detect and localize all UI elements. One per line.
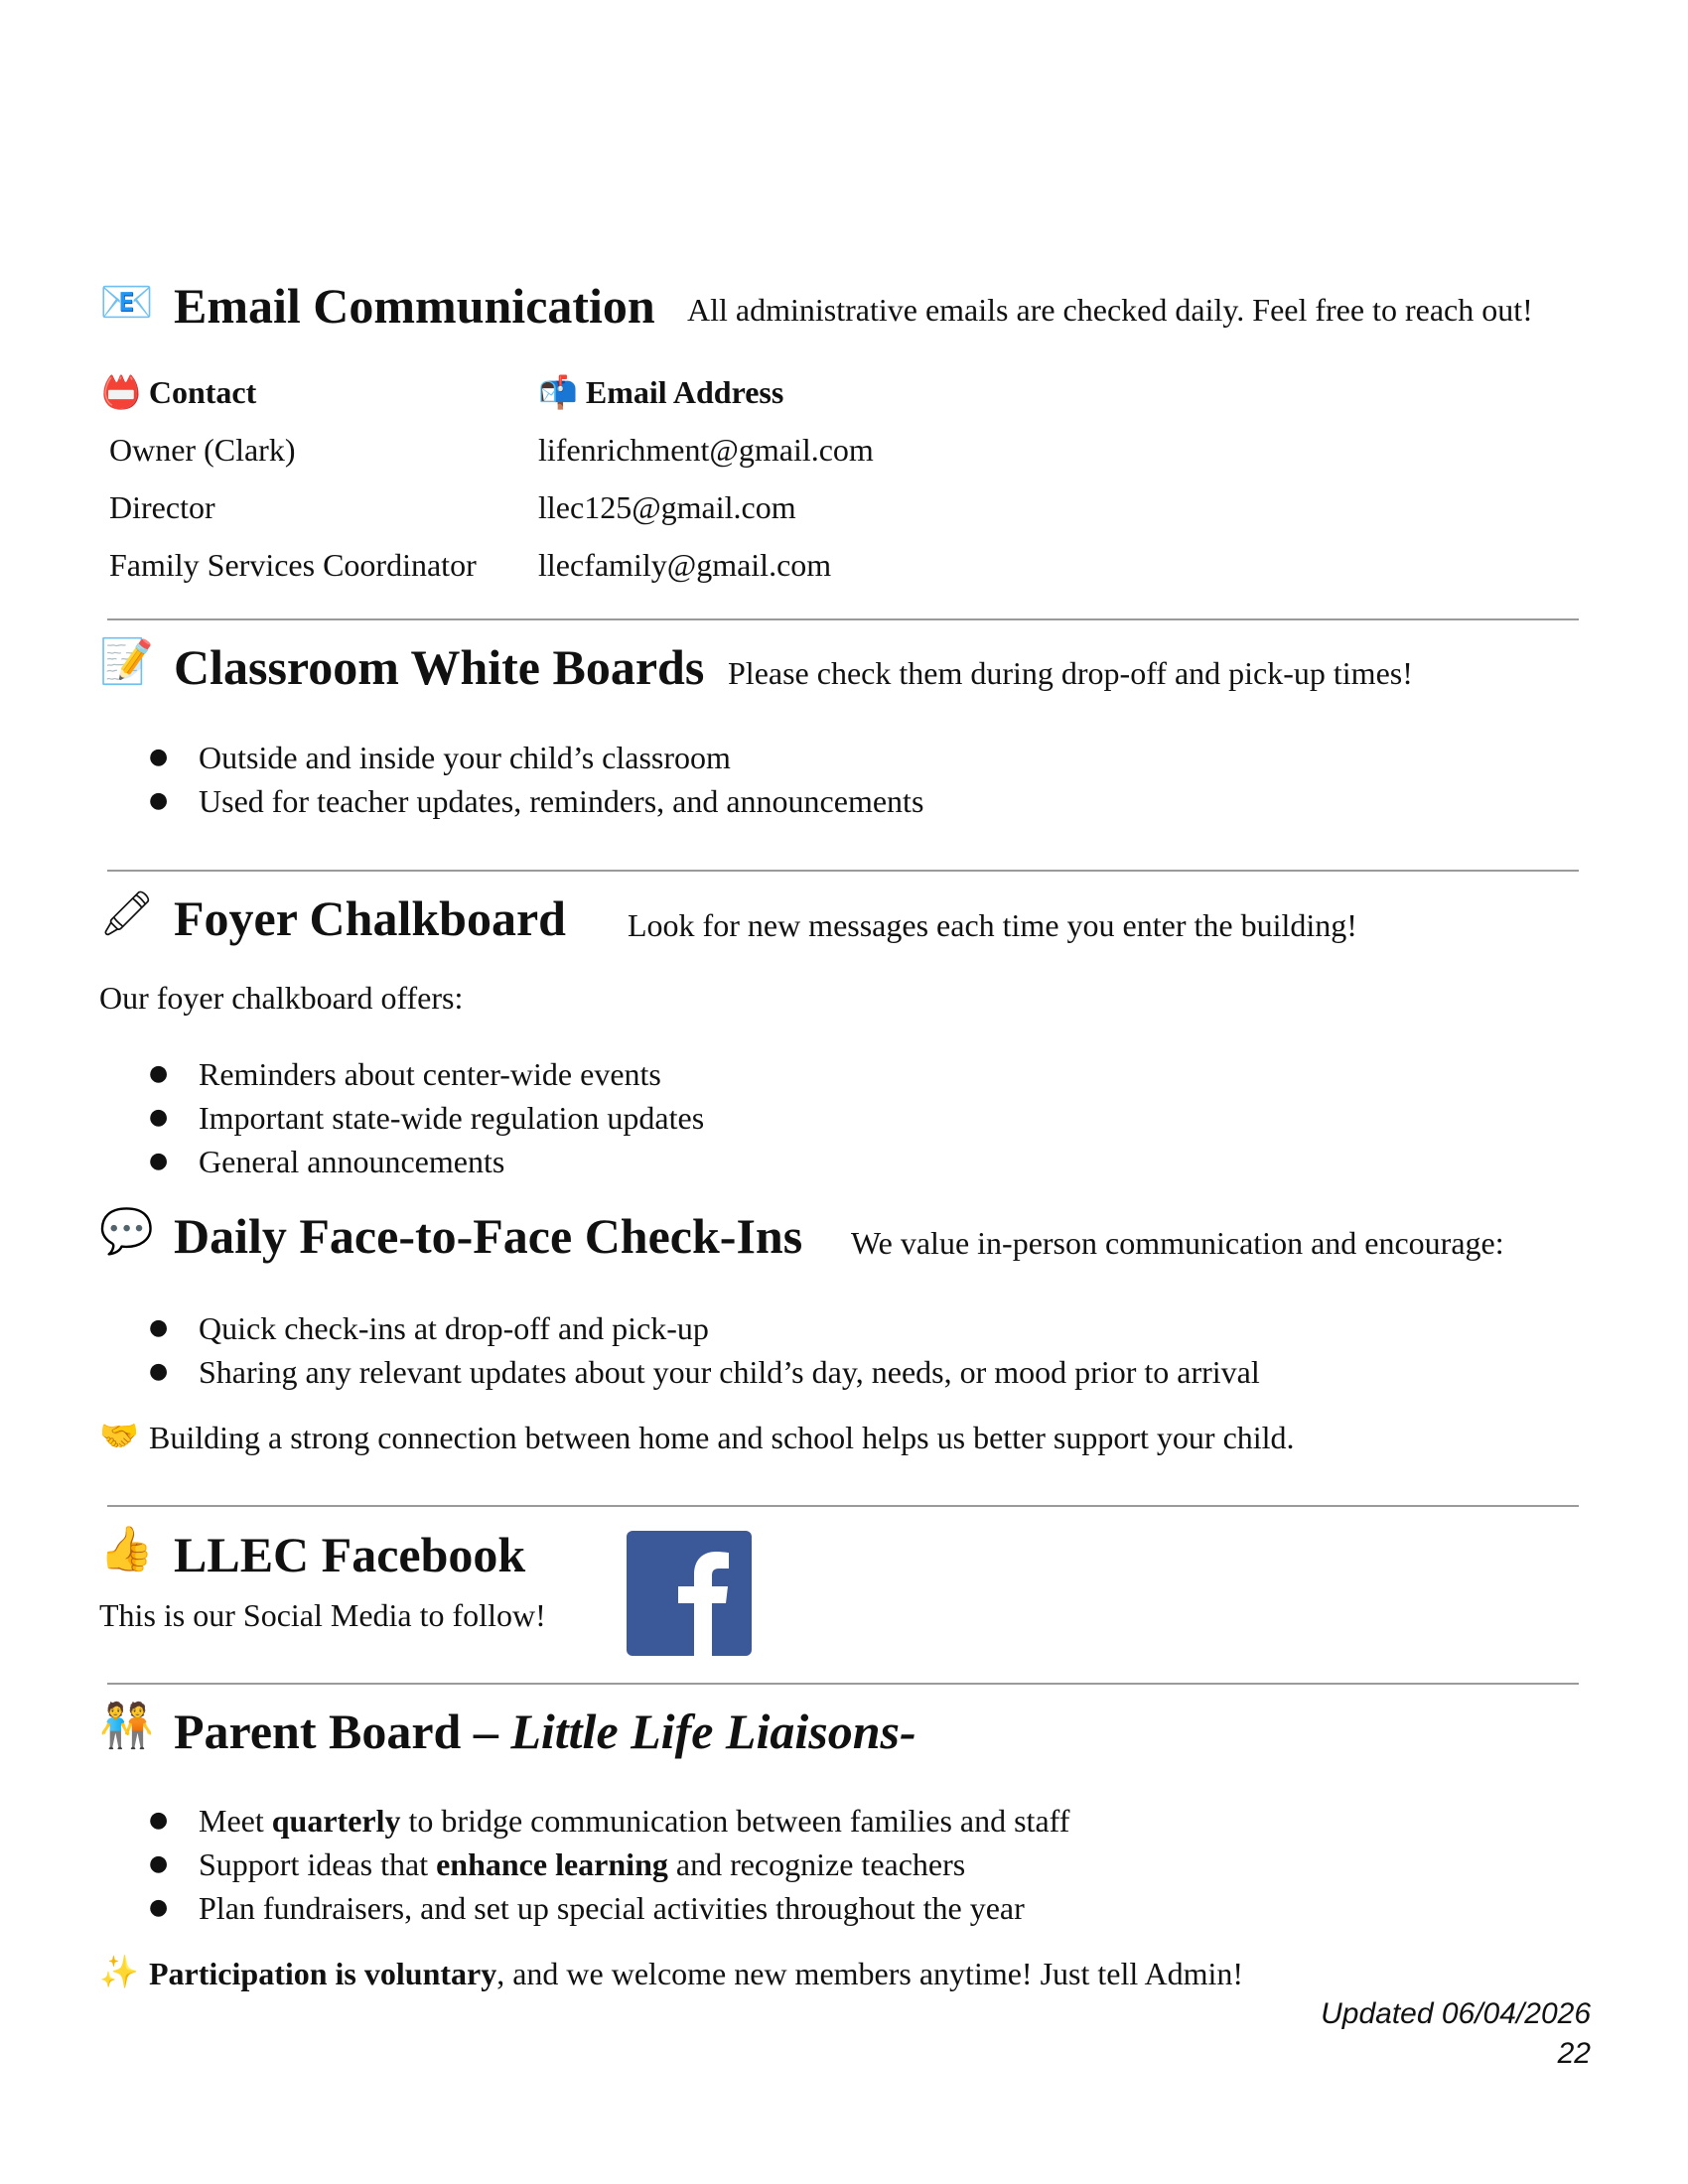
chalkboard-bullet-list	[107, 1052, 704, 1183]
thumbs-up-icon: 👍	[99, 1524, 154, 1574]
list-item-text: and recognize teachers	[667, 1846, 966, 1882]
calendar-icon: 📛	[101, 373, 141, 411]
list-item: ● Sharing any relevant updates about your child’s day, needs, or mood prior to arrival	[107, 1350, 1260, 1394]
chalkboard-section-title: Foyer Chalkboard	[174, 890, 566, 946]
list-item: ● Outside and inside your child’s classroom	[107, 736, 923, 779]
table-row	[101, 536, 1134, 594]
checkins-bullet-list	[107, 1306, 1260, 1394]
section-divider	[107, 870, 1579, 872]
email-column-header	[538, 363, 1134, 421]
chalkboard-section-subtitle: Look for new messages each time you enter the building!	[628, 907, 1357, 943]
section-divider	[107, 618, 1579, 620]
contacts-table	[101, 363, 1134, 594]
list-item	[107, 1843, 1069, 1886]
list-item: ● Used for teacher updates, reminders, and announcements	[107, 779, 923, 823]
whiteboards-section-title: Classroom White Boards	[174, 639, 705, 695]
handshake-icon: 🤝	[99, 1417, 139, 1454]
contact-cell: Director	[109, 488, 215, 525]
facebook-section-subtitle: This is our Social Media to follow!	[99, 1597, 546, 1633]
email-section-subtitle: All administrative emails are checked daily. Feel free to reach out!	[687, 292, 1533, 328]
email-cell[interactable]: lifenrichment@gmail.com	[538, 431, 874, 468]
checkins-section-subtitle: We value in-person communication and encourage:	[851, 1225, 1504, 1261]
list-item-bold: enhance learning	[436, 1846, 668, 1882]
list-item	[107, 1886, 1069, 1930]
contact-cell: Owner (Clark)	[109, 431, 296, 468]
e-mail-icon: 📧	[99, 277, 154, 328]
whiteboards-section-subtitle: Please check them during drop-off and pick-up times!	[728, 655, 1413, 691]
contact-column-header	[101, 363, 538, 421]
facebook-logo-icon[interactable]	[627, 1531, 752, 1656]
contact-header-label: Contact	[148, 374, 257, 410]
table-row	[101, 478, 1134, 536]
speech-bubble-icon: 💬	[99, 1206, 154, 1257]
list-item: ● Quick check-ins at drop-off and pick-up	[107, 1306, 1260, 1350]
facebook-section-title: LLEC Facebook	[174, 1527, 526, 1582]
parent-board-title-italic: Little Life Liaisons-	[510, 1704, 916, 1759]
email-header-label: Email Address	[585, 374, 784, 410]
list-item: ● General announcements	[107, 1140, 704, 1183]
crayon-icon: 🖍	[99, 888, 155, 939]
contacts-table-header	[101, 363, 1134, 421]
memo-icon: 📝	[99, 636, 154, 687]
email-cell[interactable]: llec125@gmail.com	[538, 488, 796, 525]
parent-board-note-bold: Participation is voluntary	[149, 1956, 497, 1991]
list-item-text: Meet	[199, 1803, 272, 1839]
sparkles-icon: ✨	[99, 1953, 139, 1990]
list-item-text: Plan fundraisers, and set up special activities throughout the year	[199, 1890, 1025, 1926]
parent-board-title-main: Parent Board –	[174, 1704, 511, 1759]
parent-board-note-rest: , and we welcome new members anytime! Just tell Admin!	[496, 1956, 1244, 1991]
list-item	[107, 1799, 1069, 1843]
chalkboard-intro: Our foyer chalkboard offers:	[99, 980, 464, 1016]
list-item-bold: quarterly	[271, 1803, 401, 1839]
page-number: 22	[1557, 2037, 1591, 2070]
section-divider	[107, 1683, 1579, 1685]
table-row	[101, 421, 1134, 478]
email-section-title: Email Communication	[174, 278, 655, 334]
list-item: ● Important state-wide regulation updates	[107, 1096, 704, 1140]
parent-board-bullet-list	[107, 1799, 1069, 1930]
checkins-section-title: Daily Face-to-Face Check-Ins	[174, 1208, 803, 1264]
people-holding-hands-icon: 🧑‍🤝‍🧑	[99, 1701, 154, 1751]
contact-cell: Family Services Coordinator	[109, 546, 477, 583]
whiteboards-bullet-list	[107, 736, 923, 823]
list-item-text: to bridge communication between families and staff	[400, 1803, 1070, 1839]
parent-board-note	[149, 1958, 1243, 1989]
section-divider	[107, 1505, 1579, 1507]
checkins-note: Building a strong connection between home and school helps us better support your child.	[149, 1420, 1295, 1455]
email-cell[interactable]: llecfamily@gmail.com	[538, 546, 832, 583]
parent-board-section-title	[174, 1704, 916, 1759]
mailbox-icon: 📬	[538, 373, 578, 411]
list-item-text: Support ideas that	[199, 1846, 437, 1882]
facebook-f-glyph	[627, 1531, 752, 1656]
updated-date: Updated 06/04/2026	[1321, 1997, 1591, 2030]
list-item: ● Reminders about center-wide events	[107, 1052, 704, 1096]
